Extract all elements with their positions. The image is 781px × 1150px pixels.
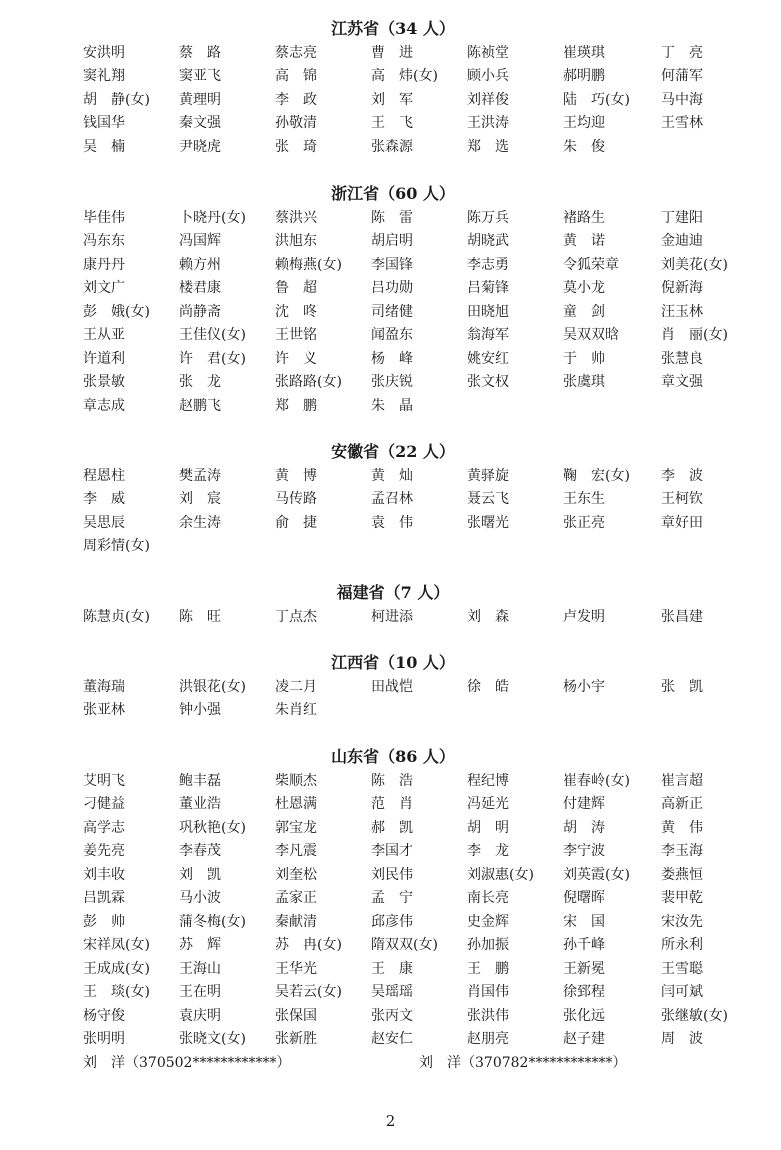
name-entry: 张 凯 [661,679,703,695]
name-entry: 李 政 [275,92,317,108]
name-entry: 翁海军 [467,327,509,343]
name-row [83,112,763,134]
name-entry: 洪旭东 [275,233,317,249]
name-entry: 彭 帅 [83,914,125,930]
name-entry: 陈 浩 [371,773,413,789]
name-entry: 倪新海 [661,280,703,296]
name-entry-with-id: 刘 洋（370782************） [419,1055,627,1071]
name-entry: 王成成(女) [83,961,150,977]
name-entry: 马传路 [275,491,317,507]
name-entry: 田战恺 [371,679,413,695]
name-row [83,512,763,534]
name-entry: 李志勇 [467,257,509,273]
name-entry: 秦献清 [275,914,317,930]
name-entry: 张森源 [371,139,413,155]
name-entry: 崔春岭(女) [563,773,630,789]
name-entry: 孟家正 [275,890,317,906]
name-entry: 郝明鹏 [563,68,605,84]
name-entry: 许 义 [275,351,317,367]
name-entry: 宋 国 [563,914,605,930]
name-entry: 章文强 [661,374,703,390]
name-entry: 何蒲军 [661,68,703,84]
name-entry: 张新胜 [275,1031,317,1047]
name-entry: 肖国伟 [467,984,509,1000]
name-entry: 吴 楠 [83,139,125,155]
name-row [83,911,763,933]
name-entry: 鲍丰磊 [179,773,221,789]
name-entry: 裴甲乾 [661,890,703,906]
name-entry: 苏 冉(女) [275,937,342,953]
name-entry: 李春茂 [179,843,221,859]
name-entry: 柯进添 [371,609,413,625]
name-entry: 许 君(女) [179,351,246,367]
name-entry: 樊孟涛 [179,468,221,484]
name-entry: 王柯钦 [661,491,703,507]
name-row [83,840,763,862]
name-entry: 鲁 超 [275,280,317,296]
name-entry: 徐郅程 [563,984,605,1000]
name-entry: 章好田 [661,515,703,531]
name-entry: 吴双双晗 [563,327,619,343]
name-entry: 田晓旭 [467,304,509,320]
name-entry: 张路路(女) [275,374,342,390]
name-entry: 曹 进 [371,45,413,61]
name-entry: 童 剑 [563,304,605,320]
name-entry: 马中海 [661,92,703,108]
name-entry: 王洪涛 [467,115,509,131]
name-row [83,770,763,792]
name-entry: 张晓文(女) [179,1031,246,1047]
name-row [83,817,763,839]
name-entry: 胡 静(女) [83,92,150,108]
name-row [83,230,763,252]
name-entry: 蒲冬梅(女) [179,914,246,930]
name-entry: 马小波 [179,890,221,906]
name-entry: 赵朋亮 [467,1031,509,1047]
name-entry: 聂云飞 [467,491,509,507]
name-entry: 闻盈东 [371,327,413,343]
name-entry: 朱肖红 [275,702,317,718]
name-entry: 窦礼翔 [83,68,125,84]
name-row [83,371,763,393]
name-entry: 章志成 [83,398,125,414]
name-entry: 高学志 [83,820,125,836]
name-entry: 冯国辉 [179,233,221,249]
name-entry: 洪银花(女) [179,679,246,695]
name-entry: 王佳仪(女) [179,327,246,343]
name-entry: 汪玉林 [661,304,703,320]
name-entry: 杨守俊 [83,1008,125,1024]
name-entry: 张慧良 [661,351,703,367]
name-entry: 姚安红 [467,351,509,367]
name-entry: 吴瑶瑶 [371,984,413,1000]
name-row [83,606,763,628]
name-entry: 孟召林 [371,491,413,507]
name-entry: 周彩情(女) [83,538,150,554]
name-entry: 王新冕 [563,961,605,977]
name-entry: 司绪健 [371,304,413,320]
name-entry: 陈 雷 [371,210,413,226]
name-entry: 胡晓武 [467,233,509,249]
name-row [83,1028,763,1050]
name-entry: 张保国 [275,1008,317,1024]
name-entry: 高新正 [661,796,703,812]
name-entry: 王 康 [371,961,413,977]
name-entry: 李 波 [661,468,703,484]
name-entry: 孟 宁 [371,890,413,906]
name-entry: 胡 明 [467,820,509,836]
name-entry: 李国才 [371,843,413,859]
name-entry: 金迪迪 [661,233,703,249]
name-row [83,136,763,158]
name-entry: 尹晓虎 [179,139,221,155]
name-entry: 柴顺杰 [275,773,317,789]
name-entry: 赖梅燕(女) [275,257,342,273]
name-entry: 隋双双(女) [371,937,438,953]
name-entry-with-id: 刘 洋（370502************） [83,1055,291,1071]
name-entry: 张丙文 [371,1008,413,1024]
name-entry: 赵鹏飞 [179,398,221,414]
name-entry: 李 龙 [467,843,509,859]
name-entry: 王雪林 [661,115,703,131]
name-entry: 赖方州 [179,257,221,273]
name-row [83,65,763,87]
name-entry: 赵子建 [563,1031,605,1047]
name-entry: 孙千峰 [563,937,605,953]
name-row [83,793,763,815]
name-entry: 张正亮 [563,515,605,531]
name-entry: 冯延光 [467,796,509,812]
name-entry: 李凡震 [275,843,317,859]
name-entry: 杨小宇 [563,679,605,695]
name-entry: 高 锦 [275,68,317,84]
name-entry: 王雪聪 [661,961,703,977]
name-row-extra [83,1052,763,1074]
name-entry: 黄驿旋 [467,468,509,484]
name-entry: 黄 诺 [563,233,605,249]
name-entry: 刘 军 [371,92,413,108]
name-row [83,864,763,886]
section-title: 江苏省（34 人） [331,19,455,38]
name-entry: 张 龙 [179,374,221,390]
name-entry: 钟小强 [179,702,221,718]
name-entry: 程恩柱 [83,468,125,484]
name-entry: 张庆锐 [371,374,413,390]
name-entry: 杜恩满 [275,796,317,812]
name-entry: 刘英霞(女) [563,867,630,883]
name-row [83,277,763,299]
name-entry: 黄 伟 [661,820,703,836]
name-entry: 崔瑛琪 [563,45,605,61]
name-entry: 赵安仁 [371,1031,413,1047]
name-entry: 刘奎松 [275,867,317,883]
section-title: 福建省（7 人） [336,583,450,602]
name-entry: 黄理明 [179,92,221,108]
name-entry: 张洪伟 [467,1008,509,1024]
name-entry: 张 琦 [275,139,317,155]
name-entry: 刘淑惠(女) [467,867,534,883]
name-entry: 张继敏(女) [661,1008,728,1024]
name-entry: 张明明 [83,1031,125,1047]
name-entry: 张景敏 [83,374,125,390]
name-entry: 冯东东 [83,233,125,249]
name-entry: 孙敬清 [275,115,317,131]
name-entry: 刘 森 [467,609,509,625]
name-entry: 吕凯霖 [83,890,125,906]
section-title: 江西省（10 人） [331,653,455,672]
name-entry: 袁 伟 [371,515,413,531]
section-title: 安徽省（22 人） [331,442,455,461]
name-entry: 陈万兵 [467,210,509,226]
name-entry: 王 飞 [371,115,413,131]
name-row [83,676,763,698]
name-entry: 李 威 [83,491,125,507]
name-entry: 李玉海 [661,843,703,859]
name-entry: 程纪博 [467,773,509,789]
section-title: 浙江省（60 人） [331,184,455,203]
name-entry: 郑 鹏 [275,398,317,414]
name-row [83,981,763,1003]
name-entry: 卜晓丹(女) [179,210,246,226]
section-title: 山东省（86 人） [331,747,455,766]
name-entry: 高 炜(女) [371,68,438,84]
name-entry: 毕佳伟 [83,210,125,226]
name-row [83,301,763,323]
name-entry: 丁 亮 [661,45,703,61]
name-row [83,42,763,64]
name-entry: 姜先亮 [83,843,125,859]
name-entry: 闫可斌 [661,984,703,1000]
name-entry: 朱 俊 [563,139,605,155]
name-entry: 吴若云(女) [275,984,342,1000]
name-entry: 付建辉 [563,796,605,812]
name-entry: 娄燕恒 [661,867,703,883]
name-entry: 王世铭 [275,327,317,343]
name-entry: 王东生 [563,491,605,507]
name-entry: 南长亮 [467,890,509,906]
name-entry: 彭 娥(女) [83,304,150,320]
name-row [83,465,763,487]
name-entry: 于 帅 [563,351,605,367]
name-entry: 顾小兵 [467,68,509,84]
name-row [83,934,763,956]
name-row [83,254,763,276]
name-entry: 刘 凯 [179,867,221,883]
name-entry: 宋祥凤(女) [83,937,150,953]
name-entry: 王华光 [275,961,317,977]
name-entry: 王 琰(女) [83,984,150,1000]
name-row [83,348,763,370]
name-entry: 令狐荣章 [563,257,619,273]
name-row [83,699,763,721]
name-entry: 袁庆明 [179,1008,221,1024]
name-entry: 安洪明 [83,45,125,61]
page-number: 2 [385,1112,396,1130]
name-entry: 刁健益 [83,796,125,812]
name-row [83,958,763,980]
name-entry: 艾明飞 [83,773,125,789]
name-entry: 崔言超 [661,773,703,789]
name-entry: 刘文广 [83,280,125,296]
name-row [83,324,763,346]
name-entry: 陆 巧(女) [563,92,630,108]
name-row [83,887,763,909]
name-entry: 董业浩 [179,796,221,812]
name-entry: 吕功勋 [371,280,413,296]
name-entry: 蔡志亮 [275,45,317,61]
name-entry: 黄 博 [275,468,317,484]
name-entry: 范 肖 [371,796,413,812]
name-entry: 周 波 [661,1031,703,1047]
name-entry: 王均迎 [563,115,605,131]
name-entry: 王从亚 [83,327,125,343]
name-entry: 张昌建 [661,609,703,625]
name-entry: 陈慧贞(女) [83,609,150,625]
name-entry: 褚路生 [563,210,605,226]
name-entry: 丁点杰 [275,609,317,625]
name-entry: 康丹丹 [83,257,125,273]
name-entry: 郭宝龙 [275,820,317,836]
name-entry: 王海山 [179,961,221,977]
name-entry: 刘丰收 [83,867,125,883]
name-entry: 刘民伟 [371,867,413,883]
name-entry: 尚静斋 [179,304,221,320]
name-entry: 窦亚飞 [179,68,221,84]
name-entry: 莫小龙 [563,280,605,296]
name-entry: 凌二月 [275,679,317,695]
name-entry: 刘祥俊 [467,92,509,108]
name-entry: 王 鹏 [467,961,509,977]
name-entry: 郝 凯 [371,820,413,836]
name-entry: 巩秋艳(女) [179,820,246,836]
name-entry: 楼君康 [179,280,221,296]
name-entry: 丁建阳 [661,210,703,226]
name-row [83,535,763,557]
name-entry: 张文权 [467,374,509,390]
name-entry: 钱国华 [83,115,125,131]
name-entry: 倪曙晖 [563,890,605,906]
name-entry: 秦文强 [179,115,221,131]
name-entry: 张曙光 [467,515,509,531]
name-entry: 张虞琪 [563,374,605,390]
name-entry: 史金辉 [467,914,509,930]
name-entry: 徐 皓 [467,679,509,695]
name-entry: 苏 辉 [179,937,221,953]
name-entry: 鞠 宏(女) [563,468,630,484]
name-entry: 王在明 [179,984,221,1000]
name-row [83,1005,763,1027]
name-entry: 刘美花(女) [661,257,728,273]
name-entry: 肖 丽(女) [661,327,728,343]
name-entry: 胡 涛 [563,820,605,836]
name-entry: 张化远 [563,1008,605,1024]
name-row [83,488,763,510]
name-entry: 张亚林 [83,702,125,718]
name-entry: 蔡 路 [179,45,221,61]
name-entry: 卢发明 [563,609,605,625]
name-entry: 陈祯堂 [467,45,509,61]
name-entry: 孙加振 [467,937,509,953]
name-entry: 许道利 [83,351,125,367]
name-row [83,89,763,111]
name-entry: 李国锋 [371,257,413,273]
name-entry: 吕菊锋 [467,280,509,296]
name-entry: 朱 晶 [371,398,413,414]
name-entry: 俞 捷 [275,515,317,531]
name-entry: 所永利 [661,937,703,953]
name-entry: 陈 旺 [179,609,221,625]
name-entry: 胡启明 [371,233,413,249]
name-entry: 宋汝先 [661,914,703,930]
name-entry: 董海瑞 [83,679,125,695]
name-row [83,207,763,229]
name-entry: 吴思辰 [83,515,125,531]
name-entry: 黄 灿 [371,468,413,484]
name-entry: 杨 峰 [371,351,413,367]
name-entry: 李宁波 [563,843,605,859]
name-entry: 沈 咚 [275,304,317,320]
name-entry: 郑 选 [467,139,509,155]
name-entry: 刘 宸 [179,491,221,507]
name-entry: 余生涛 [179,515,221,531]
name-row [83,395,763,417]
name-entry: 蔡洪兴 [275,210,317,226]
name-entry: 邱彦伟 [371,914,413,930]
